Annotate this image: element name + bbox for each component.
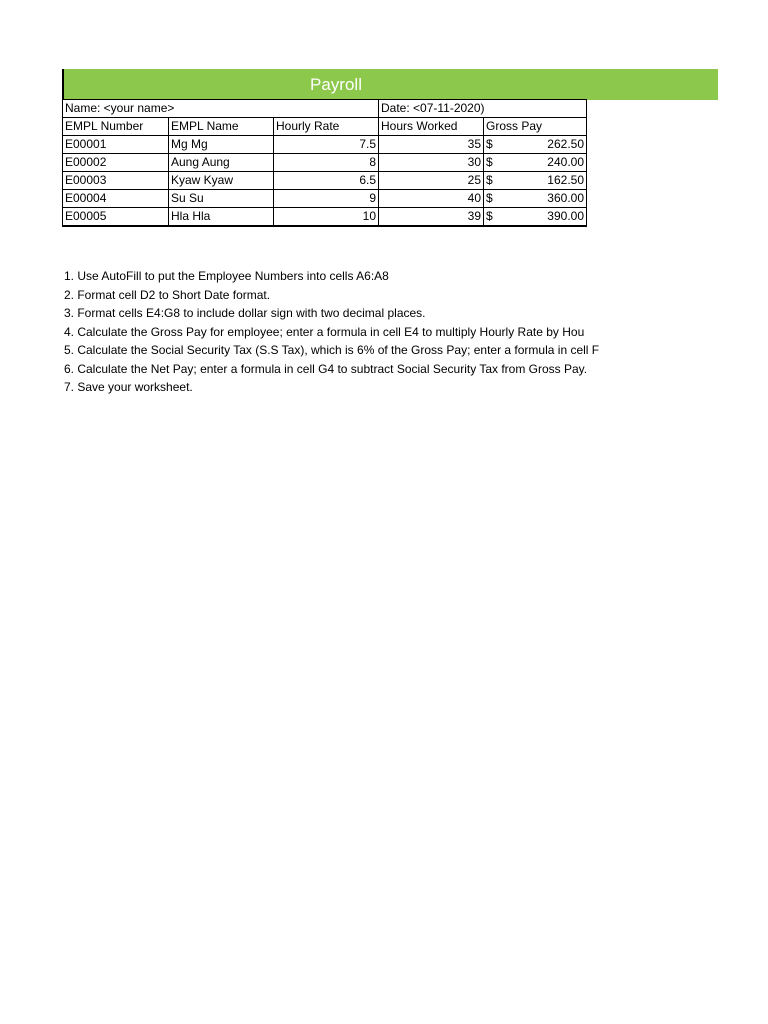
hourly-rate-cell[interactable]: 9: [274, 190, 379, 208]
gross-pay-cell[interactable]: [484, 208, 587, 227]
table-row: [63, 208, 587, 227]
hours-worked-cell[interactable]: 35: [379, 136, 484, 154]
table-row: [63, 172, 587, 190]
gross-pay-cell[interactable]: [484, 154, 587, 172]
table-row: [63, 154, 587, 172]
header-empl-number[interactable]: EMPL Number: [63, 118, 169, 136]
gross-pay-value: 390.00: [547, 209, 584, 223]
name-date-row: [63, 100, 587, 118]
hours-worked-cell[interactable]: 25: [379, 172, 484, 190]
instructions-list: [64, 267, 609, 397]
hours-worked-cell[interactable]: 39: [379, 208, 484, 227]
empl-name-cell[interactable]: Kyaw Kyaw: [169, 172, 274, 190]
hourly-rate-cell[interactable]: 10: [274, 208, 379, 227]
header-empl-name[interactable]: EMPL Name: [169, 118, 274, 136]
gross-pay-cell[interactable]: [484, 190, 587, 208]
empl-name-cell[interactable]: Mg Mg: [169, 136, 274, 154]
instruction-item: 4. Calculate the Gross Pay for employee; enter a formula in cell E4 to multiply Hourly Rate by Hou: [64, 324, 585, 339]
hourly-rate-cell[interactable]: 8: [274, 154, 379, 172]
gross-pay-value: 262.50: [547, 137, 584, 151]
payroll-table: [62, 99, 587, 227]
instruction-item: 1. Use AutoFill to put the Employee Numbers into cells A6:A8: [64, 269, 389, 283]
empl-number-cell[interactable]: E00003: [63, 172, 169, 190]
instruction-item: 6. Calculate the Net Pay; enter a formula in cell G4 to subtract Social Security Tax from Gross Pay.: [64, 361, 588, 376]
date-cell[interactable]: Date: <07-11-2020): [379, 100, 587, 118]
gross-pay-value: 240.00: [547, 155, 584, 169]
hours-worked-cell[interactable]: 30: [379, 154, 484, 172]
name-cell[interactable]: Name: <your name>: [63, 100, 379, 118]
hours-worked-cell[interactable]: 40: [379, 190, 484, 208]
empl-name-cell[interactable]: Hla Hla: [169, 208, 274, 227]
gross-pay-cell[interactable]: [484, 136, 587, 154]
currency-symbol: $: [486, 209, 493, 223]
empl-number-cell[interactable]: E00002: [63, 154, 169, 172]
empl-name-cell[interactable]: Su Su: [169, 190, 274, 208]
table-row: [63, 136, 587, 154]
header-gross-pay[interactable]: Gross Pay: [484, 118, 587, 136]
empl-name-cell[interactable]: Aung Aung: [169, 154, 274, 172]
header-hours-worked[interactable]: Hours Worked: [379, 118, 484, 136]
instruction-item: 7. Save your worksheet.: [64, 380, 193, 394]
hourly-rate-cell[interactable]: 7.5: [274, 136, 379, 154]
gross-pay-value: 162.50: [547, 173, 584, 187]
empl-number-cell[interactable]: E00005: [63, 208, 169, 227]
header-hourly-rate[interactable]: Hourly Rate: [274, 118, 379, 136]
currency-symbol: $: [486, 137, 493, 151]
hourly-rate-cell[interactable]: 6.5: [274, 172, 379, 190]
currency-symbol: $: [486, 191, 493, 205]
instruction-item: 3. Format cells E4:G8 to include dollar sign with two decimal places.: [64, 306, 426, 320]
gross-pay-value: 360.00: [547, 191, 584, 205]
empl-number-cell[interactable]: E00001: [63, 136, 169, 154]
sheet-title: Payroll: [310, 75, 362, 94]
currency-symbol: $: [486, 155, 493, 169]
empl-number-cell[interactable]: E00004: [63, 190, 169, 208]
header-row: [63, 118, 587, 136]
currency-symbol: $: [486, 173, 493, 187]
instruction-item: 2. Format cell D2 to Short Date format.: [64, 287, 271, 302]
instruction-item: 5. Calculate the Social Security Tax (S.S Tax), which is 6% of the Gross Pay; enter a formula in cell F: [64, 343, 600, 357]
gross-pay-cell[interactable]: [484, 172, 587, 190]
table-row: [63, 190, 587, 208]
